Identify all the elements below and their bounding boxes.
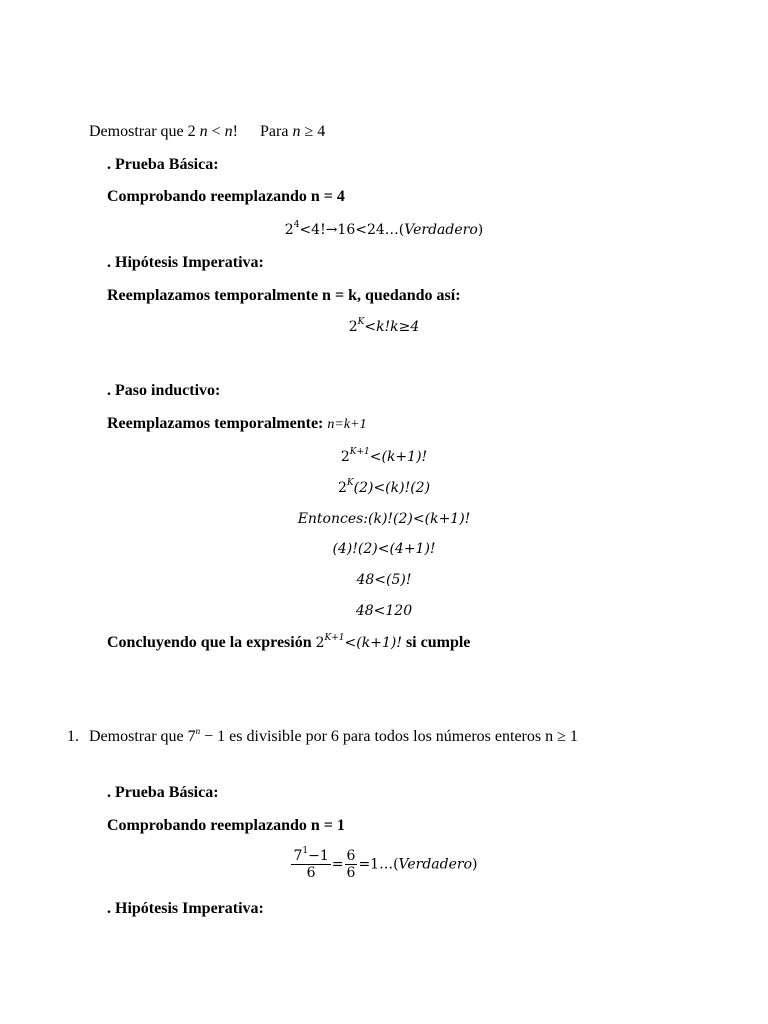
fraction-denominator: 6 bbox=[306, 865, 316, 881]
basic-test-equation: $2^4<4!\to 16<24\dots(Verdadero)$ bbox=[284, 220, 484, 238]
title-var: n bbox=[224, 123, 233, 140]
eq-text: <k!k≥4 bbox=[364, 319, 420, 335]
section2-hypothesis-heading: . Hipótesis Imperativa: bbox=[107, 900, 264, 917]
inductive-heading: . Paso inductivo: bbox=[107, 382, 221, 399]
title-text: < bbox=[207, 123, 225, 140]
section2-basic-heading: . Prueba Básica: bbox=[107, 784, 219, 801]
eq-text: 48<120 bbox=[355, 603, 413, 619]
fraction-denominator: 6 bbox=[346, 865, 356, 881]
section2-title bbox=[67, 727, 578, 747]
inductive-step-1 bbox=[0, 448, 768, 466]
eq-exponent: K bbox=[346, 478, 354, 488]
inductive-step-3 bbox=[0, 510, 768, 528]
title-var: n bbox=[292, 123, 301, 140]
inductive-text bbox=[107, 414, 366, 435]
inductive-label: Reemplazamos temporalmente: bbox=[107, 415, 324, 432]
eq-text: (2)<(k)!(2) bbox=[353, 480, 431, 496]
hypothesis-heading: . Hipótesis Imperativa: bbox=[107, 254, 264, 271]
conclusion-equation bbox=[316, 635, 402, 651]
conclusion-text bbox=[107, 633, 470, 653]
title-text: ≥ 4 bbox=[300, 123, 326, 140]
title-text: Demostrar que 2 bbox=[89, 123, 200, 140]
hypothesis-text: Reemplazamos temporalmente n = k, quedando así: bbox=[107, 287, 461, 304]
verdadero-label: Verdadero bbox=[404, 222, 478, 238]
conclusion-suffix: si cumple bbox=[401, 634, 471, 651]
eq-exponent: K+1 bbox=[324, 633, 345, 643]
inductive-step-2 bbox=[0, 479, 768, 497]
eq-exponent: K+1 bbox=[349, 447, 370, 457]
basic-test-heading: . Prueba Básica: bbox=[107, 156, 219, 173]
title-exponent: n bbox=[195, 726, 201, 736]
basic-test-check: Comprobando reemplazando n = 4 bbox=[107, 188, 345, 205]
fraction bbox=[345, 848, 358, 881]
eq-text: −1 bbox=[308, 848, 329, 864]
title-var: n bbox=[199, 123, 208, 140]
eq-text: <4!→16<24… bbox=[299, 222, 399, 238]
eq-text: (4)!(2)<(4+1)! bbox=[332, 541, 436, 557]
inductive-step-5 bbox=[0, 571, 768, 589]
title-text: Para bbox=[260, 123, 293, 140]
inductive-inline-eq: n=k+1 bbox=[327, 417, 367, 432]
section2-basic-equation: $\frac{7^1-1}{6}$ = $\frac{6}{6}$ =1…(Verdadero) bbox=[293, 846, 478, 881]
eq-base: 2 bbox=[315, 635, 325, 651]
section1-title bbox=[89, 122, 325, 142]
fraction bbox=[291, 848, 330, 881]
title-text: ! bbox=[232, 123, 238, 140]
eq-base: 7 bbox=[293, 848, 303, 864]
conclusion-label: Concluyendo que la expresión bbox=[107, 634, 316, 651]
eq-text: =1… bbox=[358, 856, 394, 873]
eq-exponent: K bbox=[357, 317, 365, 327]
eq-text: 48<(5)! bbox=[356, 572, 412, 588]
hypothesis-equation bbox=[0, 318, 768, 336]
eq-text: <(k+1)! bbox=[344, 635, 402, 651]
eq-text: <(k+1)! bbox=[369, 449, 428, 465]
fraction-numerator: 6 bbox=[346, 848, 356, 864]
list-marker: 1. bbox=[67, 728, 79, 745]
section2-basic-check: Comprobando reemplazando n = 1 bbox=[107, 817, 345, 834]
eq-base: 2 bbox=[337, 480, 347, 496]
eq-exponent: 4 bbox=[293, 220, 300, 230]
eq-text: Entonces:(k)!(2)<(k+1)! bbox=[297, 511, 471, 527]
title-text: − 1 es divisible por 6 para todos los números enteros n ≥ 1 bbox=[200, 728, 578, 745]
title-text: Demostrar que 7 bbox=[89, 728, 196, 745]
eq-base: 2 bbox=[284, 222, 294, 238]
inductive-step-6 bbox=[0, 602, 768, 620]
eq-base: 2 bbox=[348, 319, 358, 335]
inductive-step-4 bbox=[0, 540, 768, 558]
eq-base: 2 bbox=[340, 449, 350, 465]
eq-exponent: 1 bbox=[302, 846, 309, 856]
verdadero-label: Verdadero bbox=[398, 856, 473, 873]
